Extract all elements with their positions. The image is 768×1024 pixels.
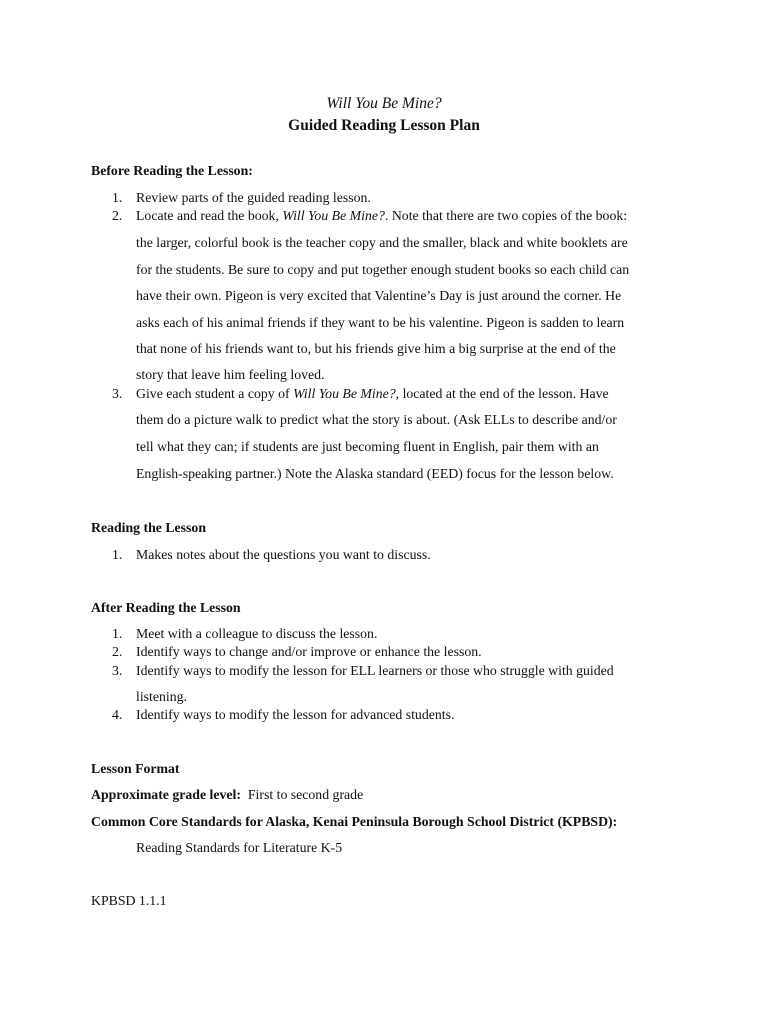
list-item: Give each student a copy of Will You Be Mine?, located at the end of the lesson. Have [136, 386, 609, 401]
standard-code: KPBSD 1.1.1 [91, 893, 167, 908]
list-number: 3. [112, 663, 123, 678]
list-number: 4. [112, 707, 123, 722]
book-title: Will You Be Mine? [326, 95, 442, 112]
book-title-inline: Will You Be Mine? [282, 208, 385, 223]
list-number: 1. [112, 547, 123, 562]
grade-level-label: Approximate grade level: [91, 787, 241, 802]
section-heading-after-reading: After Reading the Lesson [91, 600, 241, 615]
list-item-line: story that leave him feeling loved. [136, 367, 325, 382]
grade-level-value: First to second grade [247, 787, 364, 802]
list-number: 2. [112, 208, 123, 223]
section-heading-reading: Reading the Lesson [91, 520, 206, 535]
list-number: 1. [112, 626, 123, 641]
list-item: Review parts of the guided reading lesson. [136, 190, 371, 205]
book-title-inline: Will You Be Mine? [293, 386, 396, 401]
list-number: 3. [112, 386, 123, 401]
page-title: Guided Reading Lesson Plan [288, 117, 480, 134]
list-item-line: asks each of his animal friends if they want to be his valentine. Pigeon is sadden to learn [136, 315, 625, 330]
list-item: Identify ways to modify the lesson for ELL learners or those who struggle with guided [136, 663, 614, 678]
grade-level-row [91, 787, 363, 803]
list-item-line: listening. [136, 689, 187, 704]
list-item: Meet with a colleague to discuss the lesson. [136, 626, 378, 641]
standards-value: Reading Standards for Literature K-5 [136, 840, 343, 855]
list-item-line: English-speaking partner.) Note the Alaska standard (EED) focus for the lesson below. [136, 466, 614, 481]
list-item: Identify ways to modify the lesson for advanced students. [136, 707, 455, 722]
list-number: 2. [112, 644, 123, 659]
list-item-line: them do a picture walk to predict what the story is about. (Ask ELLs to describe and/or [136, 412, 617, 427]
section-heading-before-reading: Before Reading the Lesson: [91, 163, 253, 178]
list-item: Locate and read the book, Will You Be Mine?. Note that there are two copies of the book: [136, 208, 628, 223]
list-item-line: tell what they can; if students are just becoming fluent in English, pair them with an [136, 439, 599, 454]
list-item: Makes notes about the questions you want to discuss. [136, 547, 431, 562]
list-item-line: the larger, colorful book is the teacher copy and the smaller, black and white booklets are [136, 235, 628, 250]
list-item-line: that none of his friends want to, but his friends give him a big surprise at the end of the [136, 341, 616, 356]
list-item-line: have their own. Pigeon is very excited that Valentine’s Day is just around the corner. He [136, 288, 622, 303]
section-heading-lesson-format: Lesson Format [91, 761, 180, 776]
standards-label: Common Core Standards for Alaska, Kenai Peninsula Borough School District (KPBSD): [91, 814, 618, 829]
list-item: Identify ways to change and/or improve or enhance the lesson. [136, 644, 482, 659]
list-number: 1. [112, 190, 123, 205]
list-item-line: for the students. Be sure to copy and put together enough student books so each child can [136, 262, 630, 277]
